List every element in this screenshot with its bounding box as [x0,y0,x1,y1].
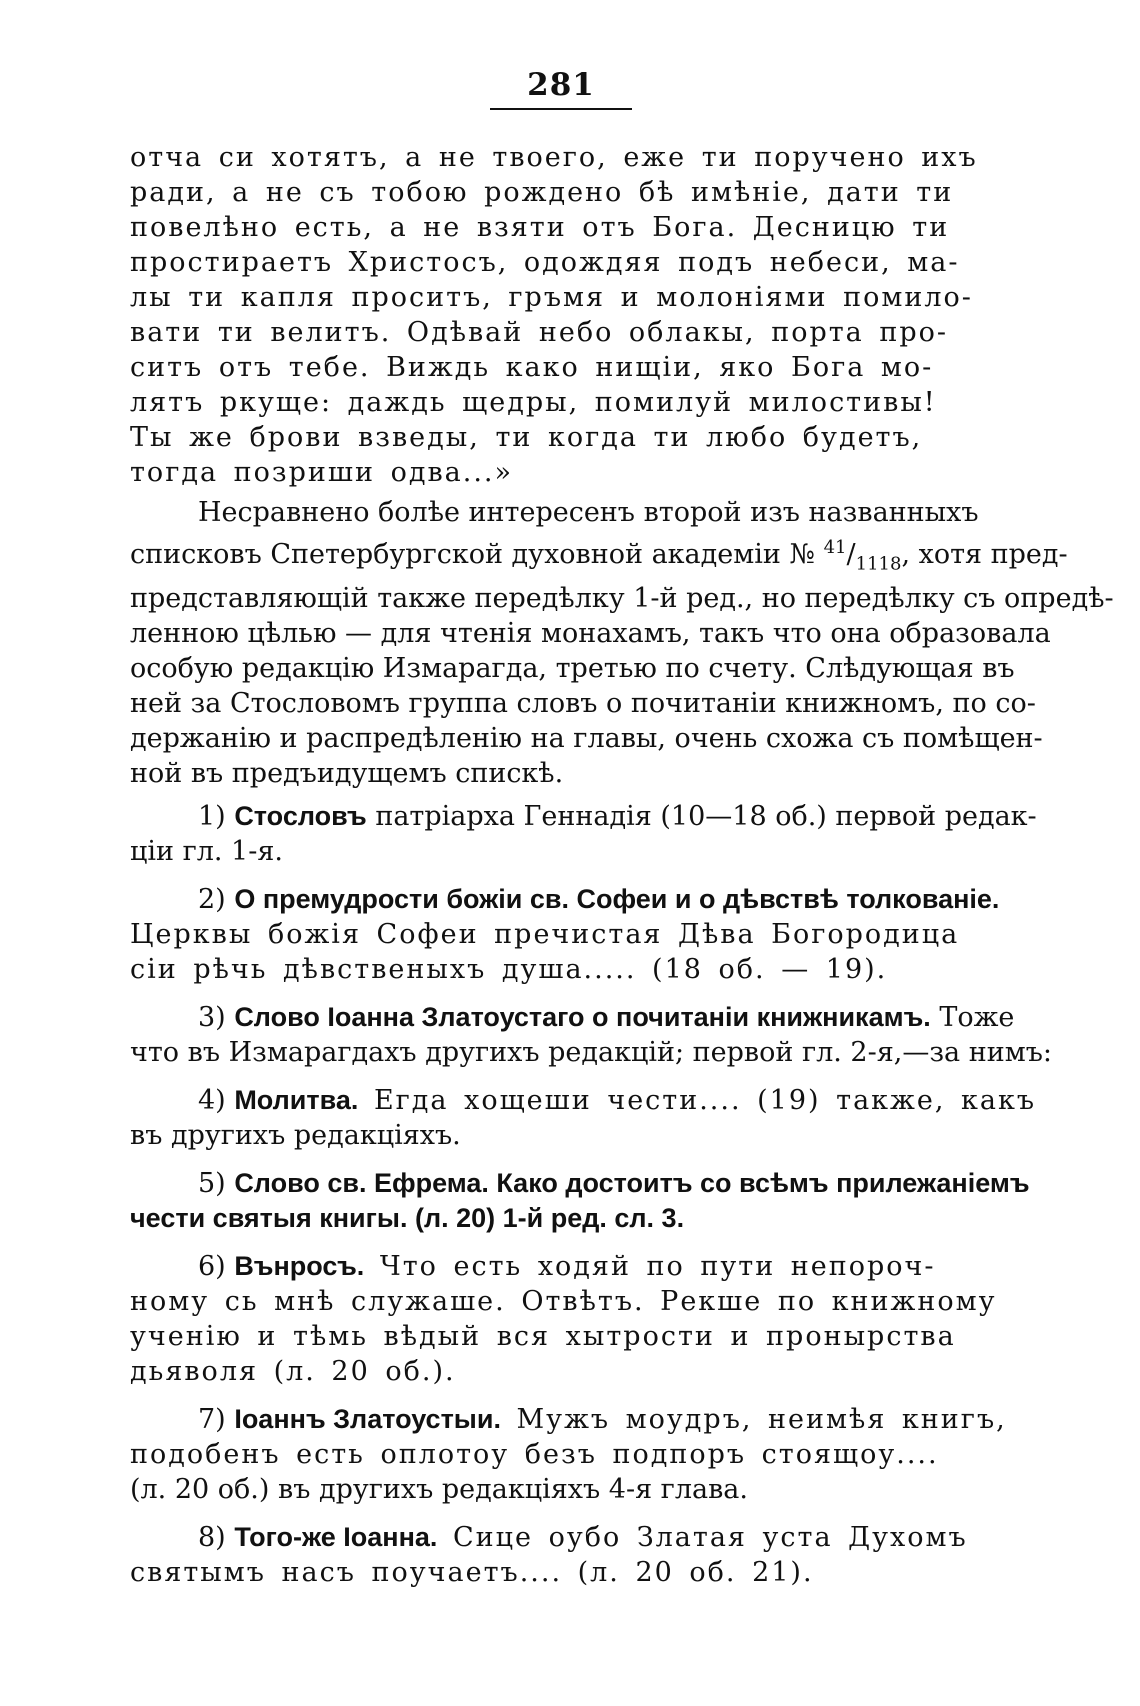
quotation-line: отча си хотятъ, а не твоего, еже ти поручено ихъ [130,142,978,173]
fraction-after: , хотя пред- [901,539,1068,570]
opening-quotation [130,140,990,490]
item-number: 5) [198,1168,226,1200]
item-line: въ другихъ редакціяхъ. [130,1120,461,1152]
fraction-slash: / [846,539,856,570]
fraction-numerator: 41 [823,537,847,558]
item-heading: Вънросъ. [234,1251,365,1282]
page-text [130,140,1114,1590]
item-heading: О премудрости божіи св. Софеи и о дѣвствѣ толкованіе. [234,884,1000,915]
item-heading: Слово св. Ефрема. Како достоитъ со всѣмъ прилежаніемъ [234,1168,1030,1199]
item-heading: Слово Іоанна Златоустаго о почитаніи книжникамъ. [234,1002,931,1033]
word-list [130,799,1052,1590]
item-heading: Молитва. [234,1085,359,1116]
commentary-line: ленною цѣлью — для чтенія монахамъ, такъ что она образовала [130,618,1051,650]
list-first-line [130,1083,1037,1118]
item-number: 3) [198,1002,226,1034]
item-line: (л. 20 об.) въ другихъ редакціяхъ 4-я глава. [130,1474,748,1506]
item-heading: Стословъ [234,801,367,832]
quotation-line: ситъ отъ тебе. Виждь како нищіи, яко Бога мо- [130,352,934,383]
list-first-line [130,1249,990,1284]
item-line: что въ Измарагдахъ другихъ редакцій; первой гл. 2-я,—за нимъ: [130,1037,1052,1069]
item-line: Егда хощеши чести.... (19) также, какъ [358,1085,1037,1117]
page-number: 281 [527,67,595,103]
commentary-line: представляющій также передѣлку 1-й ред., но передѣлку съ опредѣ- [130,583,1114,615]
commentary-line: ной въ предъидущемъ спискѣ. [130,758,564,790]
item-line: Церквы божія Софеи пречистая Дѣва Богородица [130,919,960,951]
item-line: дьяволя (л. 20 об.). [130,1356,456,1388]
list-first-line [130,1520,990,1555]
commentary-line: особую редакцію Измарагда, третью по счету. Слѣдующая въ [130,653,1015,685]
item-line: Мужъ моудръ, неимѣя книгъ, [500,1404,1007,1436]
item-line: ученію и тѣмь вѣдый вся хытрости и пронырства [130,1321,956,1353]
quotation-line: простираетъ Христосъ, одождяя подъ небеси, ма- [130,247,960,278]
item-number: 4) [198,1085,226,1117]
list-item [130,1402,1007,1507]
list-item [130,1166,1030,1236]
list-item [130,882,1000,987]
item-line: чести святыя книгы. (л. 20) 1-й ред. сл. 3. [130,1203,685,1234]
list-first-line [130,1000,1015,1035]
commentary-line: держанію и распредѣленію на главы, очень схожа съ помѣщен- [130,723,1043,755]
item-line: Тоже [930,1002,1015,1034]
item-line: патріарха Геннадія (10—18 об.) первой редак- [366,801,1037,833]
list-item [130,1000,1052,1070]
commentary-line-with-fraction [130,530,1068,581]
quotation-line: ради, а не съ тобою рождено бѣ имѣніе, дати ти [130,177,954,208]
list-first-line [130,1402,1007,1437]
quotation-line: тогда позриши одва...» [130,457,514,488]
quotation-line: лятъ ркуще: даждь щедры, помилуй милостивы! [130,387,937,418]
commentary-line-prefix: списковъ Спетербургской духовной академіи № [130,539,824,570]
item-heading: Іоаннъ Златоустыи. [234,1404,501,1435]
commentary-paragraph [130,495,1114,791]
item-number: 7) [198,1404,226,1436]
item-line: Что есть ходяй по пути непороч- [364,1251,936,1283]
item-heading: Того-же Іоанна. [234,1522,438,1553]
item-line: подобенъ есть оплотоу безъ подпоръ стоящоу.... [130,1439,939,1471]
item-line: сіи рѣчь дѣвственыхъ душа..... (18 об. — 19). [130,954,888,986]
quotation-line: повелѣно есть, а не взяти отъ Бога. Десницю ти [130,212,950,243]
item-line: Сице оубо Златая уста Духомъ [437,1522,968,1554]
item-line: святымъ насъ поучаетъ.... (л. 20 об. 21). [130,1557,814,1589]
item-line: ному сь мнѣ служаше. Отвѣтъ. Рекше по книжному [130,1286,997,1318]
list-item [130,1083,1037,1153]
item-number: 1) [198,801,226,833]
item-number: 6) [198,1251,226,1283]
list-first-line [130,799,1037,834]
list-first-line [130,1166,1030,1201]
list-item [130,1249,997,1389]
commentary-line: Несравнено болѣе интересенъ второй изъ названныхъ [198,497,979,528]
quotation-line: Ты же брови взведы, ти когда ти любо будетъ, [130,422,923,453]
fraction-denominator: 1118 [855,553,902,575]
item-number: 2) [198,884,226,916]
item-line: ціи гл. 1-я. [130,836,283,868]
page-number-rule [490,108,632,110]
quotation-line: лы ти капля проситъ, гръмя и молоніями помило- [130,282,973,313]
list-item [130,1520,990,1590]
item-number: 8) [198,1522,226,1554]
quotation-line: вати ти велитъ. Одѣвай небо облакы, порта про- [130,317,949,348]
commentary-line: ней за Стословомъ группа словъ о почитаніи книжномъ, по со- [130,688,1036,720]
list-first-line [130,882,1000,917]
list-item [130,799,1037,869]
